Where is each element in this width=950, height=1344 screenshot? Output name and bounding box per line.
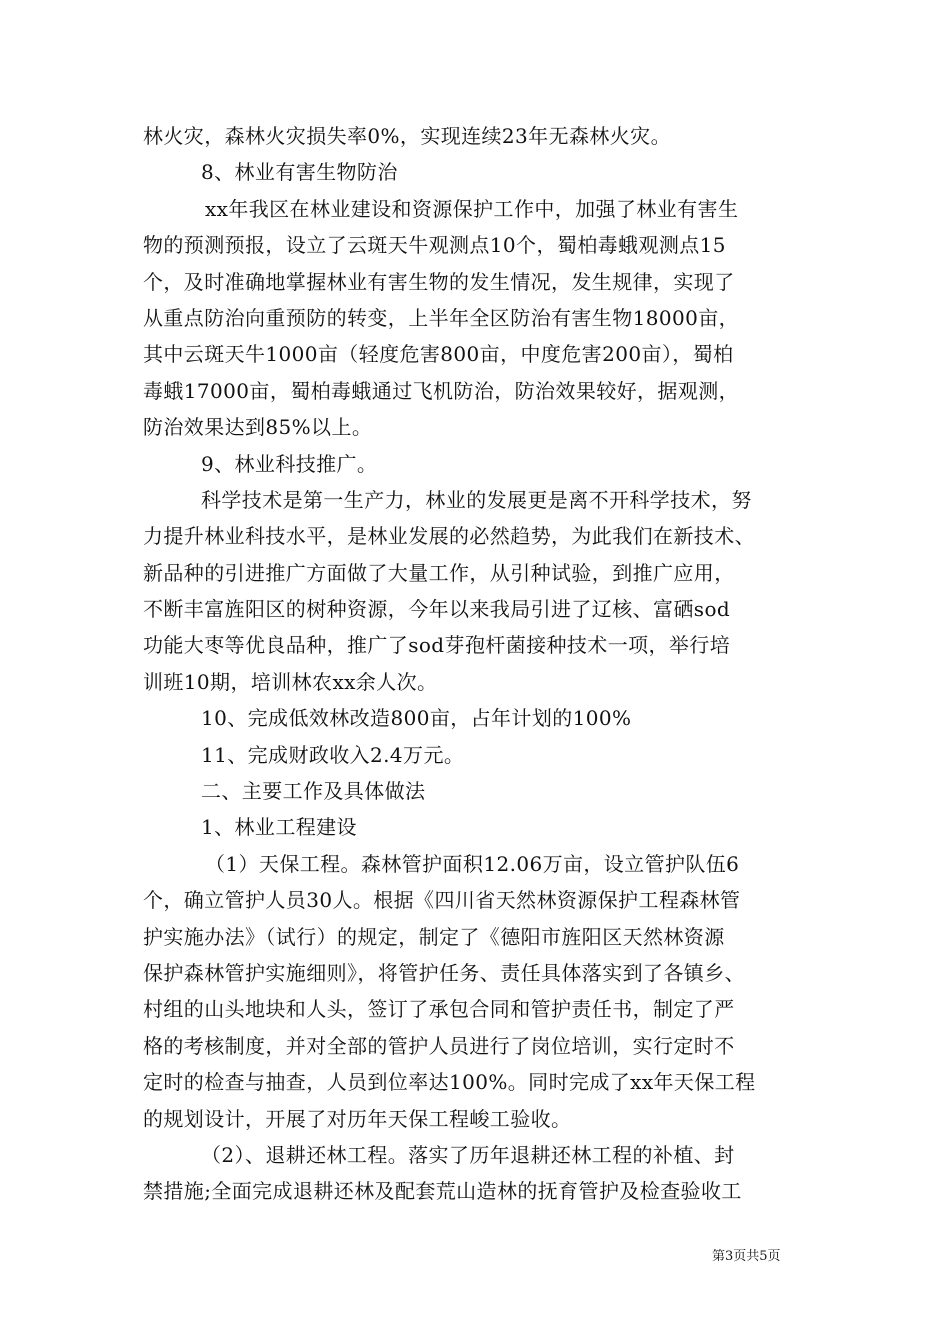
paragraph-line: 毒蛾17000亩，蜀柏毒蛾通过飞机防治，防治效果较好，据观测， xyxy=(143,378,740,403)
paragraph-line: 护实施办法》（试行）的规定，制定了《德阳市旌阳区天然林资源 xyxy=(143,924,725,949)
paragraph-line: （2）、退耕还林工程。落实了历年退耕还林工程的补植、封 xyxy=(201,1142,735,1167)
paragraph-line: 的规划设计，开展了对历年天保工程峻工验收。 xyxy=(143,1106,572,1131)
section-heading: 1、林业工程建设 xyxy=(201,815,357,840)
paragraph-line: 格的考核制度，并对全部的管护人员进行了岗位培训，实行定时不 xyxy=(143,1033,735,1058)
paragraph-line: 保护森林管护实施细则》，将管护任务、责任具体落实到了各镇乡、 xyxy=(143,960,745,985)
paragraph-line: xx年我区在林业建设和资源保护工作中，加强了林业有害生 xyxy=(205,196,739,221)
text-line: 林火灾，森林火灾损失率0%，实现连续23年无森林火灾。 xyxy=(143,124,671,148)
section-heading: 8、林业有害生物防治 xyxy=(201,160,398,185)
paragraph-line: 其中云斑天牛1000亩（轻度危害800亩，中度危害200亩），蜀柏 xyxy=(143,342,734,367)
page-number: 第3页共5页 xyxy=(712,1249,781,1264)
paragraph-line: 力提升林业科技水平，是林业发展的必然趋势，为此我们在新技术、 xyxy=(143,524,755,549)
paragraph-line: 个，确立管护人员30人。根据《四川省天然林资源保护工程森林管 xyxy=(143,888,741,913)
paragraph-line: （1）天保工程。森林管护面积12.06万亩，设立管护队伍6 xyxy=(205,851,740,876)
paragraph-line: 科学技术是第一生产力，林业的发展更是离不开科学技术，努 xyxy=(201,487,752,512)
paragraph-line: 禁措施;全面完成退耕还林及配套荒山造林的抚育管护及检查验收工 xyxy=(143,1179,742,1204)
paragraph-line: 新品种的引进推广方面做了大量工作，从引种试验，到推广应用， xyxy=(143,560,735,585)
document-body xyxy=(143,118,813,1210)
paragraph-line: 防治效果达到85%以上。 xyxy=(143,415,373,440)
paragraph-line: 村组的山头地块和人头，签订了承包合同和管护责任书，制定了严 xyxy=(143,997,735,1022)
paragraph-line: 物的预测预报，设立了云斑天牛观测点10个，蜀柏毒蛾观测点15 xyxy=(143,233,726,258)
paragraph-line: 个，及时准确地掌握林业有害生物的发生情况，发生规律，实现了 xyxy=(143,269,735,294)
paragraph-line: 训班10期，培训林农xx余人次。 xyxy=(143,669,438,694)
section-heading: 二、主要工作及具体做法 xyxy=(201,779,426,804)
paragraph-line: 功能大枣等优良品种，推广了sod芽孢杆菌接种技术一项，举行培 xyxy=(143,633,731,658)
list-item: 11、完成财政收入2.4万元。 xyxy=(201,742,465,767)
paragraph-line: 定时的检查与抽查，人员到位率达100%。同时完成了xx年天保工程 xyxy=(143,1070,756,1095)
section-heading: 9、林业科技推广。 xyxy=(201,451,378,476)
paragraph-line: 从重点防治向重预防的转变，上半年全区防治有害生物18000亩， xyxy=(143,305,740,330)
list-item: 10、完成低效林改造800亩，占年计划的100% xyxy=(201,706,632,731)
paragraph-line: 不断丰富旌阳区的树种资源，今年以来我局引进了辽核、富硒sod xyxy=(143,597,731,622)
